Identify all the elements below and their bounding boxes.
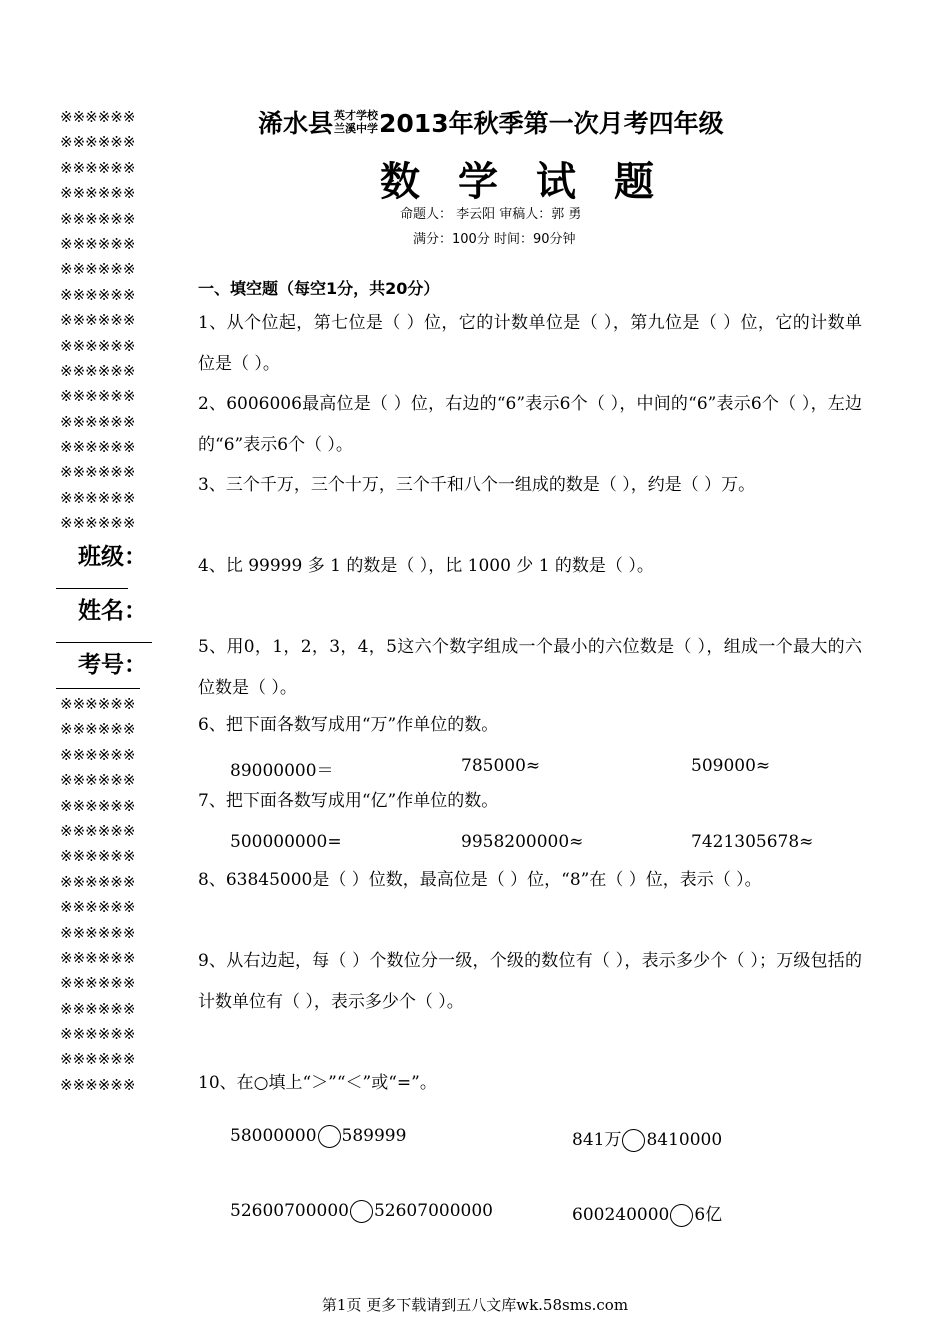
class-underline	[56, 588, 128, 589]
title-county: 浠水县	[258, 109, 334, 138]
question-5: 5、用0，1，2，3，4，5这六个数字组成一个最小的六位数是（ ），组成一个最大的六位数是（ ）。	[198, 637, 862, 698]
star-row: ※※※※※※	[60, 158, 136, 177]
compare-row-2a	[230, 1200, 493, 1223]
star-row: ※※※※※※	[60, 821, 136, 840]
compare-right: 589999	[341, 1126, 407, 1146]
star-row: ※※※※※※	[60, 695, 136, 713]
school-top: 英才学校	[334, 109, 379, 122]
number-underline	[56, 688, 140, 689]
star-row: ※※※※※※	[60, 999, 136, 1018]
star-row: ※※※※※※	[60, 108, 136, 126]
star-row: ※※※※※※	[60, 234, 136, 253]
star-row: ※※※※※※	[60, 847, 136, 866]
compare-row-1a	[230, 1125, 406, 1148]
star-row: ※※※※※※	[60, 745, 136, 764]
q6-item-2: 785000≈	[461, 756, 541, 776]
compare-right: 6亿	[694, 1205, 723, 1225]
star-row: ※※※※※※	[60, 872, 136, 891]
star-row: ※※※※※※	[60, 463, 136, 482]
compare-row-1b	[572, 1125, 722, 1152]
star-row: ※※※※※※	[60, 285, 136, 304]
star-row: ※※※※※※	[60, 184, 136, 203]
star-row: ※※※※※※	[60, 311, 136, 330]
star-row: ※※※※※※	[60, 898, 136, 917]
circle-blank[interactable]	[670, 1204, 693, 1227]
question-9: 9、从右边起，每（ ）个数位分一级，个级的数位有（ ），表示多少个（ ）；万级包括的计数单位有（ ），表示多少个（ ）。	[198, 951, 862, 1012]
name-underline	[56, 642, 152, 643]
star-row: ※※※※※※	[60, 1050, 136, 1069]
q6-item-3: 509000≈	[691, 756, 771, 776]
star-row: ※※※※※※	[60, 209, 136, 228]
compare-right: 52607000000	[373, 1201, 493, 1221]
class-label: 班级：	[78, 544, 147, 570]
margin-stars-top	[60, 105, 170, 537]
q7-item-3: 7421305678≈	[691, 832, 814, 852]
star-row: ※※※※※※	[60, 387, 136, 406]
star-row: ※※※※※※	[60, 796, 136, 815]
question-8: 8、63845000是（ ）位数，最高位是（ ）位，“8”在（ ）位，表示（ ）。	[198, 870, 762, 890]
question-2: 2、6006006最高位是（ ）位，右边的“6”表示6个（ ），中间的“6”表示6个（ ），左边的“6”表示6个（ ）。	[198, 394, 862, 455]
question-6: 6、把下面各数写成用“万”作单位的数。	[198, 715, 499, 735]
title-rest: 2013年秋季第一次月考四年级	[379, 109, 724, 138]
q6-item-1: 89000000＝	[230, 761, 334, 781]
subject-title: 数学试题	[380, 159, 692, 205]
star-row: ※※※※※※	[60, 923, 136, 942]
question-4: 4、比 99999 多 1 的数是（ ），比 1000 少 1 的数是（ ）。	[198, 556, 654, 576]
star-row: ※※※※※※	[60, 974, 136, 993]
compare-left: 841万	[572, 1130, 622, 1150]
compare-left: 52600700000	[230, 1201, 349, 1221]
star-row: ※※※※※※	[60, 133, 136, 152]
authors-line: 命题人： 李云阳 审稿人：郭 勇	[400, 207, 582, 222]
name-label: 姓名：	[78, 598, 147, 624]
question-3: 3、三个千万，三个十万，三个千和八个一组成的数是（ ），约是（ ）万。	[198, 475, 756, 495]
number-label: 考号：	[78, 652, 147, 678]
score-time-line: 满分：100分 时间：90分钟	[413, 232, 576, 247]
circle-blank[interactable]	[622, 1129, 645, 1152]
school-bottom: 兰溪中学	[334, 122, 379, 135]
section-heading: 一、填空题（每空1分，共20分）	[198, 279, 440, 298]
star-row: ※※※※※※	[60, 771, 136, 790]
question-1: 1、从个位起，第七位是（ ）位，它的计数单位是（ ），第九位是（ ）位，它的计数单位是（ ）。	[198, 313, 862, 374]
margin-stars-bottom	[60, 692, 170, 1098]
star-row: ※※※※※※	[60, 438, 136, 457]
q7-item-2: 9958200000≈	[461, 832, 584, 852]
star-row: ※※※※※※	[60, 720, 136, 739]
star-row: ※※※※※※	[60, 1075, 136, 1094]
question-7: 7、把下面各数写成用“亿”作单位的数。	[198, 791, 499, 811]
page-footer: 第1页 更多下载请到五八文库wk.58sms.com	[321, 1296, 629, 1314]
star-row: ※※※※※※	[60, 1025, 136, 1044]
star-row: ※※※※※※	[60, 260, 136, 279]
compare-row-2b	[572, 1200, 722, 1227]
circle-blank[interactable]	[350, 1200, 373, 1223]
star-row: ※※※※※※	[60, 336, 136, 355]
compare-left: 58000000	[230, 1126, 317, 1146]
circle-blank[interactable]	[318, 1125, 341, 1148]
star-row: ※※※※※※	[60, 412, 136, 431]
star-row: ※※※※※※	[60, 488, 136, 507]
q7-item-1: 500000000=	[230, 832, 342, 852]
star-row: ※※※※※※	[60, 514, 136, 533]
question-10: 10、在○填上“＞”“＜”或“=”。	[198, 1073, 437, 1093]
compare-left: 600240000	[572, 1205, 670, 1225]
school-names	[334, 109, 378, 135]
compare-right: 8410000	[646, 1130, 723, 1150]
star-row: ※※※※※※	[60, 361, 136, 380]
exam-title	[258, 104, 724, 140]
star-row: ※※※※※※	[60, 948, 136, 967]
